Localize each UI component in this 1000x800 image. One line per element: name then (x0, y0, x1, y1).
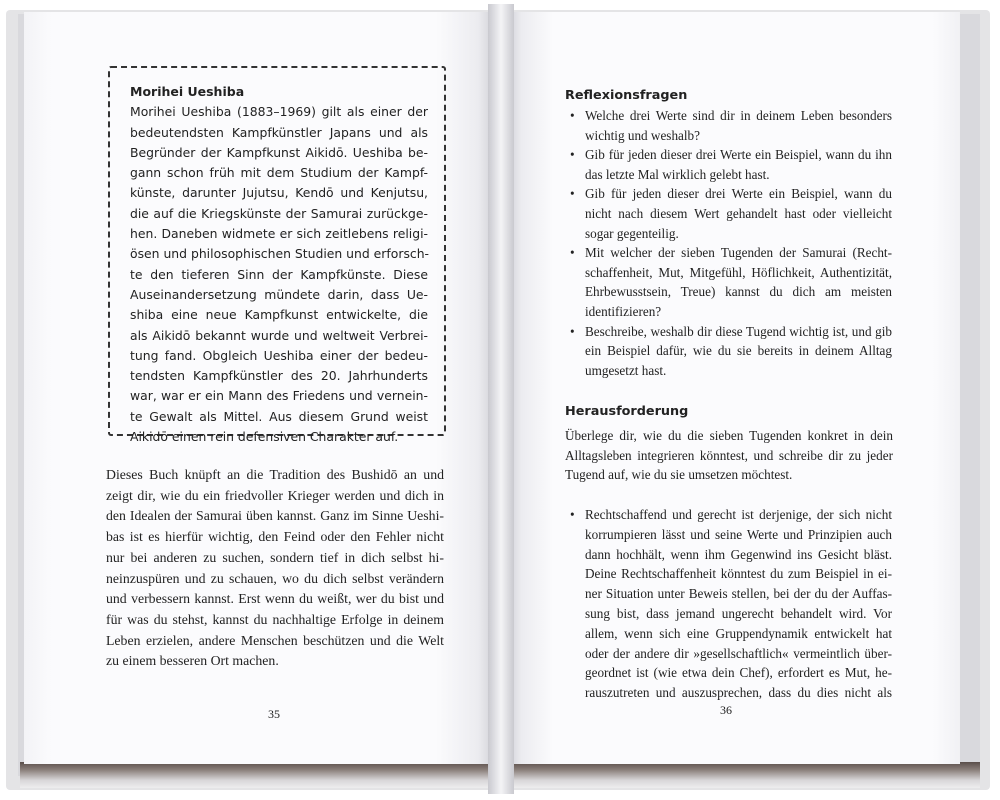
infobox-title: Morihei Ueshiba (130, 84, 245, 99)
infobox-text-line: künste, darunter Jujutsu, Kendō und Kenjutsu, (130, 185, 428, 201)
bullet-icon: • (570, 507, 575, 522)
list-item-line: nicht nach diesem Wert gehandelt hast oder vielleicht (585, 205, 892, 221)
list-item-line: Gib für jeden dieser drei Werte ein Beispiel, wann du (585, 186, 892, 202)
body-text-line: Dieses Buch knüpft an die Tradition des Bushidō an und (106, 467, 444, 482)
list-item-line: dann hochhält, wenn ihm Gegenwind ins Gesicht bläst. (585, 546, 892, 562)
body-text-line: für was du stehst, kannst du nachhaltige Erfolge in deinem (106, 611, 444, 627)
infobox-morihei-ueshiba (108, 66, 446, 445)
list-item-line: Ehrbewusstsein, Treue) kannst du dich am meisten (585, 284, 892, 300)
list-item (570, 145, 892, 184)
list-item (570, 505, 892, 703)
heading-herausforderung: Herausforderung (565, 404, 689, 419)
list-item-line: geordnet ist (wie etwa dein Chef), erfordert es Mut, he- (585, 665, 892, 681)
list-item-line: Beschreibe, weshalb dir diese Tugend wichtig ist, und gib (585, 323, 892, 339)
list-item-line: ner Situation unter Beweis stellen, bei der du der Auffas- (585, 586, 892, 602)
intro-text-line: Alltagsleben integrieren könntest, und schreibe dir zu jeder (565, 447, 893, 463)
infobox-text-line: tendsten Kampfkünstler des 20. Jahrhunderts (130, 368, 428, 384)
bullet-icon: • (570, 108, 575, 123)
infobox-text-line: die auf die Kriegskünste der Samurai zurückge- (130, 205, 428, 221)
body-text-line: neinzuspüren und zu schauen, wo du dich selbst verändern (106, 570, 444, 586)
infobox-text-line: ösen und philosophischen Studien und erforsch- (130, 246, 430, 262)
bullet-icon: • (570, 323, 575, 339)
infobox-text-line: war, war er ein Mann des Friedens und vernein- (130, 388, 428, 404)
intro-text-line: Überlege dir, wie du die sieben Tugenden konkret in dein (565, 428, 893, 443)
bullet-icon: • (570, 245, 575, 261)
body-text-line: und verbessern kannst. Erst wenn du weißt, wer du bist und (106, 591, 444, 607)
list-item-line: Gib für jeden dieser drei Werte ein Beispiel, wann du ihn (585, 147, 892, 163)
list-item (570, 184, 892, 243)
infobox-content (130, 82, 428, 447)
infobox-text-line: tung fand. Obgleich Ueshiba einer der bedeu- (130, 347, 428, 363)
bullet-icon: • (570, 186, 575, 202)
list-item-line: Rechtschaffend und gerecht ist derjenige, der sich nicht (585, 507, 892, 522)
list-item-line: korrumpieren lässt und seine Werte und Prinzipien auch (585, 526, 892, 542)
intro-text-line: Tugend auf, wie du sie umsetzen möchtest. (565, 467, 793, 483)
list-item-line: umgesetzt hast. (585, 362, 667, 378)
infobox-text-line: Auseinandersetzung mündete darin, dass Ue- (130, 286, 428, 302)
book-gutter (488, 4, 514, 794)
list-item-line: rauszutreten und auszusprechen, dass du dies nicht als (585, 685, 892, 701)
bullet-icon: • (570, 147, 575, 163)
page-number-right: 36 (720, 703, 732, 717)
list-item-line: Mit welcher der sieben Tugenden der Samurai (Recht- (585, 245, 892, 261)
list-item-line: Welche drei Werte sind dir in deinem Leben besonders (585, 108, 892, 123)
list-item (570, 106, 892, 145)
list-item-line: ein Beispiel dafür, wie du sie bereits in deinem Alltag (585, 343, 892, 359)
infobox-text-line: hen. Daneben widmete er sich zeitlebens religi- (130, 226, 428, 242)
list-item-line: sung bist, dass jemand ungerecht behandelt wird. Vor (585, 605, 892, 621)
infobox-text-line: Begründer der Kampfkunst Aikidō. Ueshiba be- (130, 144, 428, 160)
reflexion-questions-list (570, 106, 892, 380)
list-item (570, 322, 892, 381)
list-item-line: allem, wenn sich eine Gruppendynamik entwickelt hat (585, 625, 892, 641)
infobox-text-line: te Gewalt als Mittel. Aus diesem Grund weist (130, 408, 428, 424)
heading-reflexionsfragen: Reflexionsfragen (565, 88, 688, 103)
left-body-paragraph (106, 465, 444, 672)
list-item (570, 243, 892, 321)
challenge-intro-paragraph (565, 426, 893, 485)
infobox-text-line: Aikidō einen rein defensiven Charakter auf. (130, 429, 399, 445)
body-text-line: Leben erzielen, andere Menschen beschützen und die Welt (106, 632, 444, 648)
infobox-text-line: te den tieferen Sinn der Kampfkünste. Diese (130, 266, 428, 282)
list-item-line: sogar gegenteilig. (585, 225, 679, 241)
list-item-line: oder der andere dir »gesellschaftlich« vermeintlich über- (585, 645, 892, 661)
body-text-line: bas ist es hierfür wichtig, den Feind oder den Fehler nicht (106, 529, 444, 545)
challenge-list (570, 505, 892, 703)
body-text-line: den Idealen der Samurai üben kannst. Ganz im Sinne Ueshi- (106, 508, 444, 524)
infobox-text-line: als Aikidō bekannt wurde und weltweit Verbrei- (130, 327, 428, 343)
list-item-line: wichtig und weshalb? (585, 127, 700, 143)
page-number-left: 35 (268, 707, 280, 721)
body-text-line: zeigt dir, wie du ein friedvoller Krieger werden und dich in (106, 487, 444, 503)
infobox-text-line: bedeutendsten Kampfkünstler Japans und als (130, 124, 428, 140)
list-item-line: identifizieren? (585, 303, 662, 319)
list-item-line: Deine Rechtschaffenheit könntest du zum Beispiel in ei- (585, 566, 892, 582)
infobox-text-line: Morihei Ueshiba (1883–1969) gilt als einer der (130, 104, 428, 120)
infobox-text-line: gann schon früh mit dem Studium der Kampf- (130, 165, 428, 181)
list-item-line: das letzte Mal wirklich gelebt hast. (585, 166, 770, 182)
list-item-line: schaffenheit, Mut, Mitgefühl, Höflichkeit, Authentizität, (585, 264, 892, 280)
body-text-line: zu einem besseren Ort machen. (106, 653, 279, 669)
infobox-text-line: shiba eine neue Kampfkunst entwickelte, die (130, 307, 428, 323)
body-text-line: nur bei anderen zu suchen, sondern tief in dich selbst hi- (106, 549, 444, 565)
